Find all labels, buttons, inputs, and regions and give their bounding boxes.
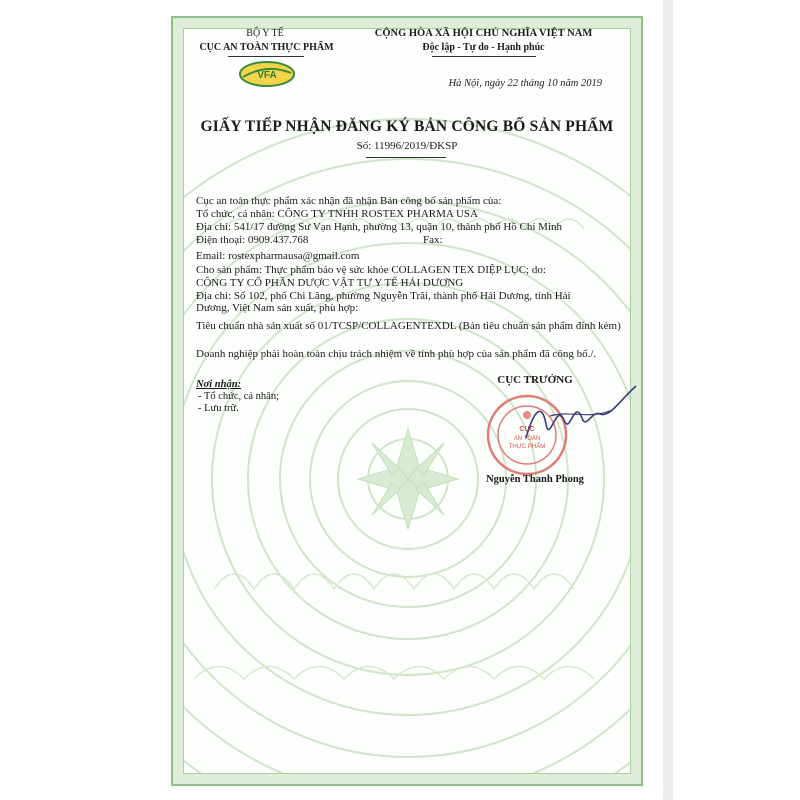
svg-text:CỤC: CỤC [519,426,535,433]
svg-text:AN TOÀN: AN TOÀN [513,436,541,442]
manufacturer-address: Địa chỉ: Số 102, phố Chi Lăng, phường Nguyễn Trãi, thành phố Hải Dương, tỉnh Hải Dương, Việt Nam sản xuất, phù hợp: [196,290,571,314]
document-title: GIẤY TIẾP NHẬN ĐĂNG KÝ BẢN CÔNG BỐ SẢN PHẨM [200,118,614,135]
recipients-title: Nơi nhận: [196,379,242,390]
document-number: Số: 11996/2019/ĐKSP [356,140,458,152]
date-line: Hà Nội, ngày 22 tháng 10 năm 2019 [448,78,602,89]
title-underline [366,157,446,158]
republic-name: CỘNG HÒA XÃ HỘI CHỦ NGHĨA VIỆT NAM [374,28,593,39]
fax-line: Fax: [423,234,443,246]
responsibility-line: Doanh nghiệp phải hoàn toàn chịu trách nhiệm về tính phù hợp của sản phẩm đã công bố./. [196,348,597,360]
phone-line: Điện thoại: 0909.437.768 [196,234,309,246]
email-line: Email: rostexpharmausa@gmail.com [196,250,360,262]
vfa-logo-icon [235,59,299,89]
svg-text:THỰC PHẨM: THỰC PHẨM [508,444,546,450]
recipient-item: - Lưu trữ. [198,403,239,414]
product-line: Cho sản phẩm: Thực phẩm bảo vệ sức khỏe COLLAGEN TEX DIỆP LỤC; do: [196,264,546,276]
signer-position: CỤC TRƯỞNG [497,374,573,386]
standard-line: Tiêu chuẩn nhà sản xuất số 01/TCSP/COLLAGENTEXDL (Bản tiêu chuẩn sản phẩm đính kèm) [196,320,621,332]
logo-text: VFA [257,70,277,81]
header-right-underline [432,56,536,57]
ministry-name: BỘ Y TẾ [246,28,284,39]
intro-text: Cục an toàn thực phẩm xác nhận đã nhận Bản công bố sản phẩm của: [196,195,502,207]
address-line: Địa chỉ: 541/17 đường Sư Vạn Hạnh, phường 13, quận 10, thành phố Hồ Chí Minh [196,221,563,233]
agency-name: CỤC AN TOÀN THỰC PHẨM [199,42,334,53]
page-edge [663,0,673,800]
organization-line: Tổ chức, cá nhân: CÔNG TY TNHH ROSTEX PHARMA USA [196,208,478,220]
manufacturer-line: CÔNG TY CỔ PHẦN DƯỢC VẬT TƯ Y TẾ HẢI DƯƠNG [196,277,464,289]
recipient-item: - Tổ chức, cá nhân; [198,391,280,402]
handwritten-signature [520,380,640,452]
header-left-underline [228,56,304,57]
signer-name: Nguyễn Thanh Phong [486,474,584,485]
national-motto: Độc lập - Tự do - Hạnh phúc [422,42,545,53]
